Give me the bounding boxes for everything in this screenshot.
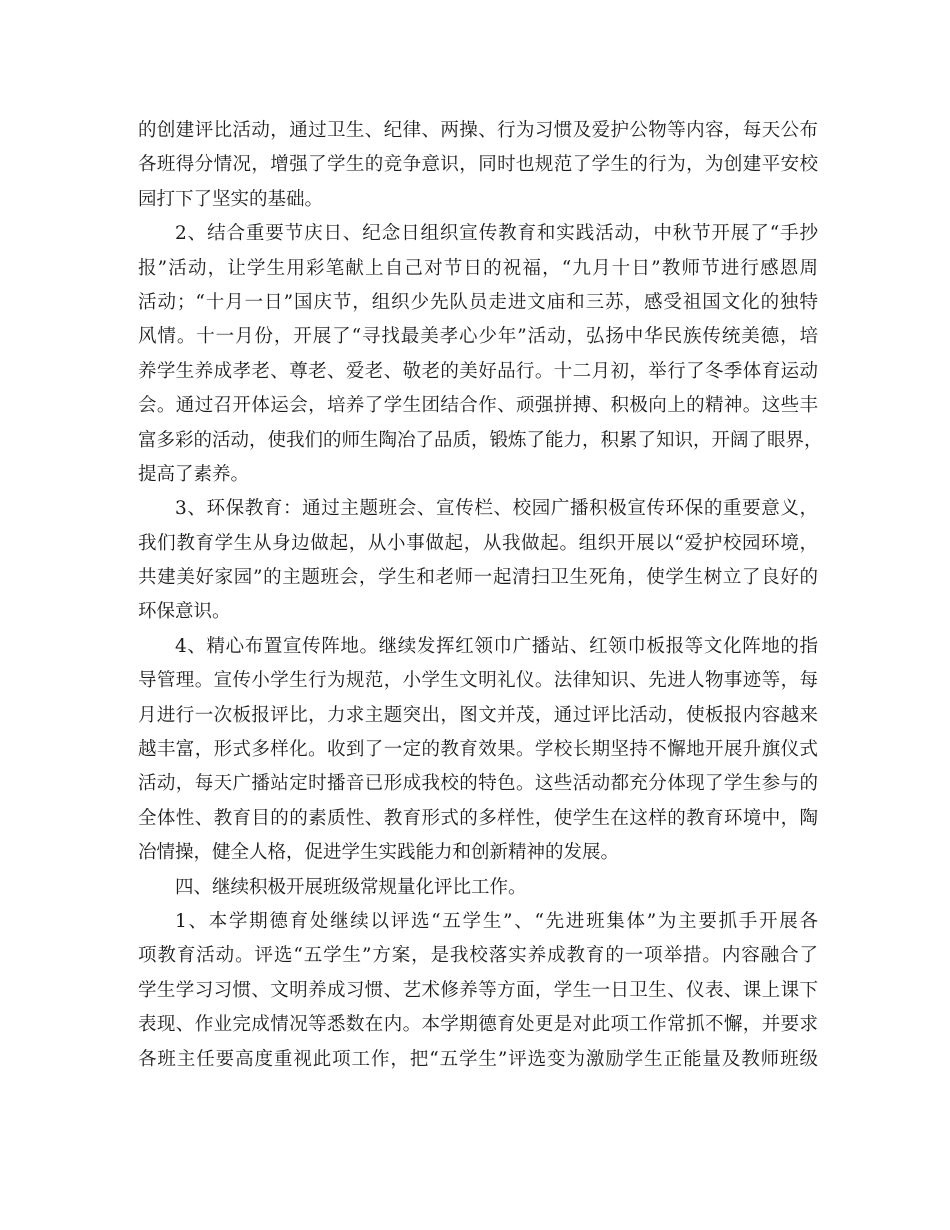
- text-line: 冶情操，健全人格，促进学生实践能力和创新精神的发展。: [138, 842, 620, 864]
- text-line: 报”活动，让学生用彩笔献上自己对节日的祝福，“九月十日”教师节进行感恩周: [138, 257, 818, 279]
- text-line: 项教育活动。评选“五学生”方案，是我校落实养成教育的一项举措。内容融合了: [138, 945, 818, 967]
- text-line: 会。通过召开体运会，培养了学生团结合作、顽强拼搏、积极向上的精神。这些丰: [138, 395, 818, 417]
- text-line: 共建美好家园”的主题班会，学生和老师一起清扫卫生死角，使学生树立了良好的: [138, 567, 818, 589]
- text-line: 的创建评比活动，通过卫生、纪律、两操、行为习惯及爱护公物等内容，每天公布: [138, 120, 818, 141]
- text-line: 导管理。宣传小学生行为规范，小学生文明礼仪。法律知识、先进人物事迹等，每: [138, 670, 818, 692]
- text-line: 风情。十一月份，开展了“寻找最美孝心少年”活动，弘扬中华民族传统美德，培: [138, 326, 818, 348]
- text-line: 四、继续积极开展班级常规量化评比工作。: [175, 876, 527, 898]
- text-line: 提高了素养。: [138, 463, 250, 485]
- text-line: 我们教育学生从身边做起，从小事做起，从我做起。组织开展以“爱护校园环境，: [138, 532, 818, 554]
- text-line: 各班得分情况，增强了学生的竞争意识，同时也规范了学生的行为，为创建平安校: [138, 154, 818, 176]
- text-line: 养学生养成孝老、尊老、爱老、敬老的美好品行。十二月初，举行了冬季体育运动: [138, 360, 818, 382]
- text-line: 环保意识。: [138, 601, 231, 623]
- text-line: 各班主任要高度重视此项工作，把“五学生”评选变为激励学生正能量及教师班级: [138, 1048, 818, 1070]
- text-line: 表现、作业完成情况等悉数在内。本学期德育处更是对此项工作常抓不懈，并要求: [138, 1014, 818, 1036]
- body-text: [138, 114, 823, 1077]
- text-line: 学生学习习惯、文明养成习惯、艺术修养等方面，学生一日卫生、仪表、课上课下: [138, 979, 818, 1001]
- text-line: 4、精心布置宣传阵地。继续发挥红领巾广播站、红领巾板报等文化阵地的指: [175, 635, 818, 657]
- text-line: 月进行一次板报评比，力求主题突出，图文并茂，通过评比活动，使板报内容越来: [138, 704, 818, 726]
- text-line: 全体性、教育目的的素质性、教育形式的多样性，使学生在这样的教育环境中，陶: [138, 807, 818, 829]
- text-line: 园打下了坚实的基础。: [138, 188, 324, 210]
- text-line: 3、环保教育：通过主题班会、宣传栏、校园广播积极宣传环保的重要意义，: [175, 498, 818, 520]
- text-line: 活动；“十月一日”国庆节，组织少先队员走进文庙和三苏，感受祖国文化的独特: [138, 291, 818, 313]
- text-line: 富多彩的活动，使我们的师生陶冶了品质，锻炼了能力，积累了知识，开阔了眼界，: [138, 429, 823, 451]
- text-line: 活动，每天广播站定时播音已形成我校的特色。这些活动都充分体现了学生参与的: [138, 773, 818, 795]
- text-line: 2、结合重要节庆日、纪念日组织宣传教育和实践活动，中秋节开展了“手抄: [175, 223, 818, 245]
- text-line: 越丰富，形式多样化。收到了一定的教育效果。学校长期坚持不懈地开展升旗仪式: [138, 739, 818, 761]
- text-line: 1、本学期德育处继续以评选“五学生”、“先进班集体”为主要抓手开展各: [175, 910, 818, 932]
